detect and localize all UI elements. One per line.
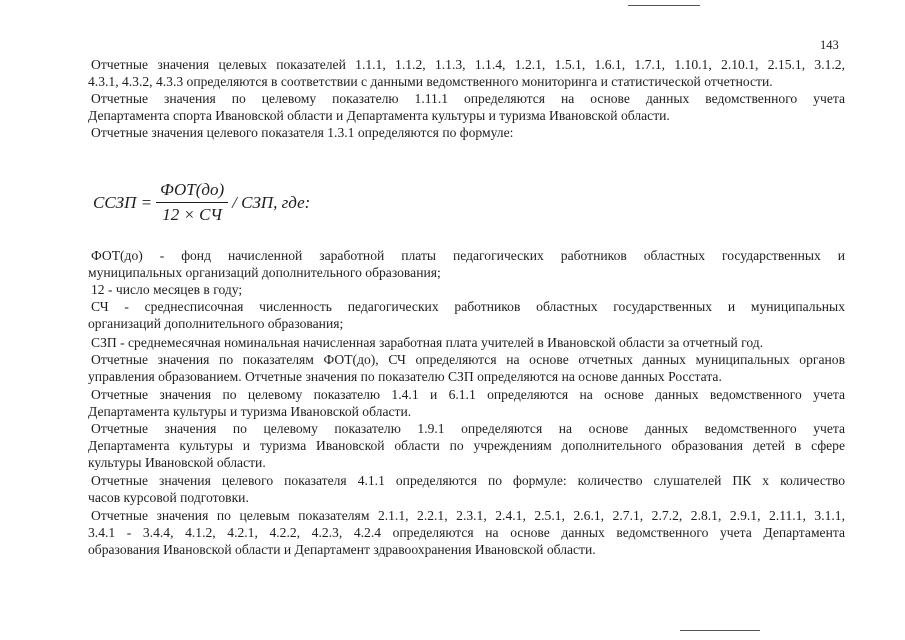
paragraph (88, 124, 845, 141)
paragraph (88, 386, 845, 420)
text-line: Отчетные значения по целевым показателям 2.1.1, 2.2.1, 2.3.1, 2.4.1, 2.5.1, 2.6.1, 2.7.1, 2.7.2, 2.8.1, 2.9.1, 2.11.1, 3.1.1, (91, 508, 845, 523)
paragraph (88, 90, 845, 124)
text-line: организаций дополнительного образования; (88, 316, 344, 331)
text-line: культуры Ивановской области. (88, 455, 266, 470)
text-line: Отчетные значения по целевому показателю 1.9.1 определяются на основе данных ведомственного учета (91, 421, 845, 436)
text-line: 12 - число месяцев в году; (91, 282, 243, 297)
text-line: Департамента культуры и туризма Ивановской области. (88, 404, 412, 419)
text-line: Отчетные значения целевого показателя 4.1.1 определяются по формуле: количество слушателей ПК х количество (91, 473, 845, 488)
text-line: Отчетные значения целевого показателя 1.3.1 определяются по формуле: (91, 125, 514, 140)
paragraph (88, 298, 845, 332)
paragraph (88, 56, 845, 90)
text-line: образования Ивановской области и Департамент здравоохранения Ивановской области. (88, 542, 596, 557)
formula-numerator: ФОТ(до) (156, 180, 228, 203)
text-line: Отчетные значения по показателям ФОТ(до), СЧ определяются на основе отчетных данных муниципальных органов (91, 352, 845, 367)
formula-lhs: ССЗП = (93, 192, 153, 212)
text-line: Отчетные значения по целевому показателю 1.4.1 и 6.1.1 определяются на основе данных ведомственного учета (91, 387, 845, 402)
text-line: 4.3.1, 4.3.2, 4.3.3 определяются в соответствии с данными ведомственного мониторинга и статистической отчетности. (88, 74, 773, 89)
text-line: Департамента спорта Ивановской области и Департамента культуры и туризма Ивановской области. (88, 108, 670, 123)
paragraph (88, 420, 845, 471)
paragraph (88, 334, 845, 351)
text-line: Отчетные значения по целевому показателю 1.11.1 определяются на основе данных ведомственного учета (91, 91, 845, 106)
paragraph (88, 472, 845, 506)
text-line: 3.4.1 - 3.4.4, 4.1.2, 4.2.1, 4.2.2, 4.2.3, 4.2.4 определяются на основе данных ведомственного учета Департамента (88, 525, 845, 540)
formula (93, 180, 310, 225)
text-line: СЗП - среднемесячная номинальная начисленная заработная плата учителей в Ивановской области за отчетный год. (91, 335, 764, 350)
formula-denominator: 12 × СЧ (162, 205, 223, 224)
text-line: управления образованием. Отчетные значения по показателю СЗП определяются на основе данных Росстата. (88, 369, 722, 384)
paragraph (88, 351, 845, 385)
paragraph (88, 507, 845, 558)
text-line: ФОТ(до) - фонд начисленной заработной платы педагогических работников областных государственных и (91, 248, 845, 263)
text-line: часов курсовой подготовки. (88, 490, 249, 505)
text-line: Отчетные значения целевых показателей 1.1.1, 1.1.2, 1.1.3, 1.1.4, 1.2.1, 1.5.1, 1.6.1, 1.7.1, 1.10.1, 2.10.1, 2.15.1, 3.1.2, (91, 57, 845, 72)
formula-rhs: / СЗП, где: (232, 192, 311, 212)
paragraph (88, 247, 845, 281)
page-number: 143 (820, 38, 839, 52)
paragraph (88, 281, 845, 298)
scan-artifact-line-bottom (680, 630, 760, 631)
scan-artifact-line-top (628, 5, 700, 6)
text-line: СЧ - среднесписочная численность педагогических работников областных государственных и муниципальных (91, 299, 845, 314)
text-line: Департамента культуры и туризма Ивановской области по учреждениям дополнительного образования детей в сфере (88, 438, 845, 453)
formula-fraction (156, 180, 228, 225)
text-line: муниципальных организаций дополнительного образования; (88, 265, 441, 280)
